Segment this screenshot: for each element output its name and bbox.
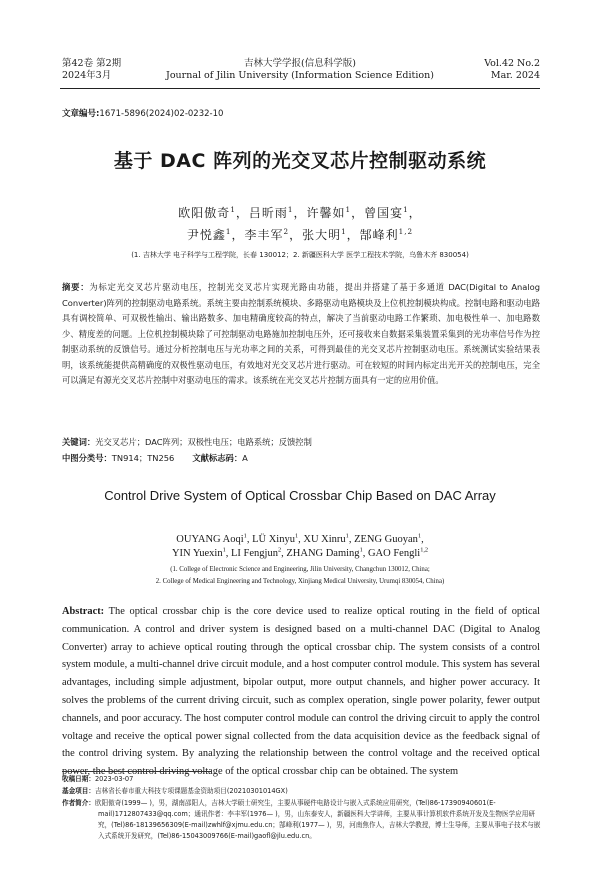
title-english: Control Drive System of Optical Crossbar Chip Based on DAC Array xyxy=(104,488,496,503)
abstract-chinese xyxy=(62,280,540,389)
author-sup: 1 xyxy=(417,532,422,540)
title-chinese: 基于 DAC 阵列的光交叉芯片控制驱动系统 xyxy=(113,150,487,172)
author-sup: 1 xyxy=(225,227,232,236)
header-right xyxy=(484,58,540,82)
author-name: ，张大明 xyxy=(289,228,342,242)
author-sup: 2 xyxy=(277,546,282,554)
footnote-received xyxy=(62,774,542,785)
author-sup: 1 xyxy=(345,532,349,540)
header-issue: 第42卷 第2期 xyxy=(62,58,122,69)
header-journal-en: Journal of Jilin University (Information Science Edition) xyxy=(166,70,434,81)
author-name: ，曾国宴 xyxy=(351,206,404,220)
author-name: ，李丰军 xyxy=(231,228,284,242)
clc-label: 中图分类号： xyxy=(62,453,112,463)
footnote-fund xyxy=(62,786,542,797)
abstract-en-label: Abstract: xyxy=(62,606,105,617)
author-name: ，许馨如 xyxy=(293,206,346,220)
author-name: , ZHANG Daming xyxy=(281,548,360,559)
author-sup: 1 xyxy=(230,205,236,214)
author-sup: 2 xyxy=(283,227,290,236)
author-name: OUYANG Aoqi xyxy=(176,534,244,545)
author-name: YIN Yuexin xyxy=(171,548,223,559)
keywords-cn-label: 关键词： xyxy=(62,437,96,447)
author-name: ，郜峰利 xyxy=(346,228,399,242)
abstract-cn-label: 摘要： xyxy=(62,282,90,292)
header-center xyxy=(150,58,450,82)
affiliation-chinese: (1. 吉林大学 电子科学与工程学院，长春 130012；2. 新疆医科大学 医学工程技术学院，乌鲁木齐 830054) xyxy=(131,251,469,259)
classification-line xyxy=(62,452,248,464)
author-sup: 1 xyxy=(345,205,352,214)
author-name: , LI Fengjun xyxy=(225,548,278,559)
fund-value: 吉林省长春市重大科技专项课题基金资助项目(20210301014GX) xyxy=(94,787,288,795)
author-name: ，吕昕雨 xyxy=(235,206,288,220)
authors-en-line1 xyxy=(0,534,600,545)
abstract-en-text: The optical crossbar chip is the core device used to realize optical routing in the field of optical communication. A control and driver system is designed based on a multi-channel DAC (Digital to Analog Converter) array to achieve optical routing through the optical crossbar chip. The system consists of a control system module, a multi-channel drive circuit module, and a host computer control module. This system has several advantages, including simple adjustment, bipolar output, more output channels, and higher power accuracy. It solves the problems of the current driving circuit, such as complex operation, single power polarity, fewer output channels, and poor accuracy. The host computer control module can control the driving circuit to apply the control voltage and receive the optical power signal collected from the data acquisition device as the feedback signal of the control driving system. By analyzing the relationship between the control voltage and the received optical power, the best control driving voltage of the optical crossbar chip can be obtained. The system xyxy=(62,606,540,778)
bio-label: 作者简介： xyxy=(62,799,95,807)
author-separator: , xyxy=(421,534,424,545)
keywords-cn-text: 光交叉芯片；DAC阵列；双极性电压；电路系统；反馈控制 xyxy=(95,437,312,447)
author-sup: 1 xyxy=(243,532,247,540)
author-sup: 1 xyxy=(403,205,409,214)
header-rule xyxy=(60,88,540,89)
header-left xyxy=(62,58,121,82)
footnote-rule xyxy=(62,771,212,772)
header-date-en: Mar. 2024 xyxy=(490,70,540,81)
affiliation-en-line2: 2. College of Medical Engineering and Technology, Xinjiang Medical University, Urumqi 830054, China) xyxy=(155,578,445,585)
clc-value: TN914；TN256 xyxy=(111,453,175,463)
author-name: 尹悦鑫 xyxy=(186,228,226,242)
author-name: 欧阳傲奇 xyxy=(178,206,231,220)
article-number-label: 文章编号: xyxy=(62,109,100,119)
header-date-cn: 2024年3月 xyxy=(62,70,112,81)
author-name: , XU Xinru xyxy=(298,534,346,545)
authors-cn-line1 xyxy=(0,204,600,221)
doc-code-value: A xyxy=(242,453,248,463)
received-value: 2023-03-07 xyxy=(94,775,134,783)
author-name: , GAO Fengli xyxy=(362,548,421,559)
keywords-chinese xyxy=(62,436,312,448)
article-number-value: 1671-5896(2024)02-0232-10 xyxy=(99,109,224,119)
author-sup: 1 xyxy=(294,532,299,540)
authors-en-line2 xyxy=(0,548,600,559)
header-journal-cn: 吉林大学学报(信息科学版) xyxy=(244,58,356,69)
author-sup: 1,2 xyxy=(398,227,414,236)
author-sup: 1 xyxy=(341,227,347,236)
footnote-author-bio xyxy=(62,798,542,842)
abstract-english xyxy=(62,603,540,781)
bio-value: 欧阳傲奇(1999— )，男，湖南邵阳人，吉林大学硕士研究生，主要从事硬件电路设计与嵌入式系统应用研究，(Tel)86-17390940601(E-mail)1712807433@qq.com；通讯作者：李丰军(1976— )，男，山东泰安人，新疆医科大学讲师，主要从事计算机软件系统开发及生物医学应用研究，(Tel)86-18139656309(E-mail)zwhlf@xjmu.edu.cn；郜峰利(1977— )，男，河南焦作人，吉林大学教授，博士生导师，主要从事电子技术与嵌入式系统开发研究，(Tel)86-15043009766(E-mail)gaofl@jlu.edu.cn。 xyxy=(94,799,541,840)
author-sup: 1 xyxy=(222,546,226,554)
author-name: , ZENG Guoyan xyxy=(348,534,418,545)
author-sup: 1 xyxy=(359,546,363,554)
author-sup: 1,2 xyxy=(420,546,429,554)
header-volume: Vol.42 No.2 xyxy=(484,58,540,69)
author-name: , LÜ Xinyu xyxy=(246,534,295,545)
affiliation-en-line1: (1. College of Electronic Science and Engineering, Jilin University, Changchun 130012, China; xyxy=(170,566,430,573)
article-number xyxy=(62,107,223,119)
authors-cn-line2 xyxy=(0,226,600,243)
author-bio-block xyxy=(62,798,542,842)
fund-label: 基金项目： xyxy=(62,787,95,795)
author-sup: 1 xyxy=(287,205,294,214)
author-separator: ， xyxy=(408,206,422,220)
abstract-cn-text: 为标定光交叉芯片驱动电压，控制光交叉芯片实现光路由功能，提出并搭建了基于多通道 DAC(Digital to Analog Converter)阵列的控制驱动电路系统。系统主要由控制系统模块、多路驱动电路模块及上位机控制模块构成。控制电路和驱动电路具有调校简单、可双极性输出、输出路数多、加电精确度较高的特点，解决了当前驱动电路工作繁琐、加电极性单一、加电路数少、精度差的问题。上位机控制模块除了可控制驱动电路施加控制电压外，还可接收来自数据采集装置采集到的光功率信号作为控制驱动系统的反馈信号。通过分析控制电压与光功率之间的关系，可得到最佳的光交叉芯片控制驱动电压。系统测试实验结果表明，该系统能提供高精确度的双极性驱动电压，有效地对光交叉芯片进行驱动。可在较短的时间内标定出光开关的控制电压，完全可以满足有源光交叉芯片控制中对驱动电压的需求。该系统在光交叉芯片控制方面具有一定的应用价值。 xyxy=(62,282,540,385)
doc-code-label: 文献标志码： xyxy=(192,453,243,463)
received-label: 收稿日期： xyxy=(62,775,95,783)
